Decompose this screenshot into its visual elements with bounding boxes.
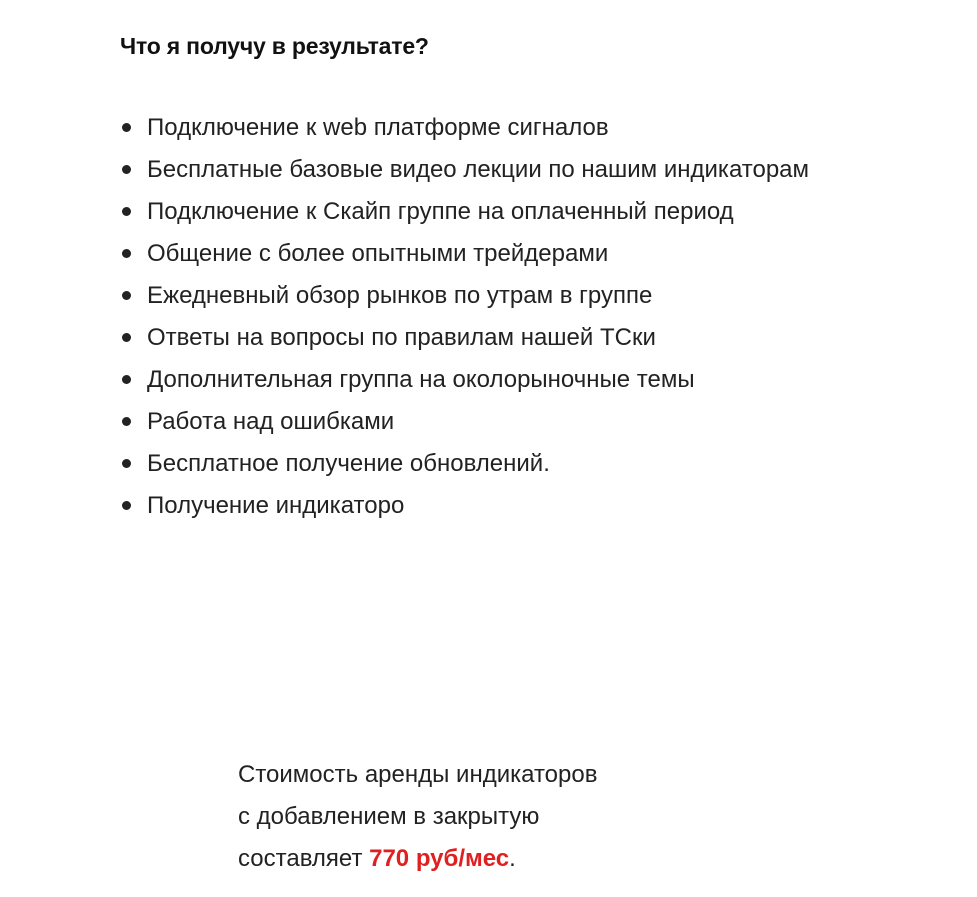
list-item-text: Общение с более опытными трейдерами [147, 240, 609, 267]
list-item [120, 485, 840, 527]
list-item-text: Бесплатное получение обновлений. [147, 450, 550, 477]
list-item-text: Получение индикаторо [147, 492, 405, 519]
bullet-icon [122, 123, 131, 132]
list-item-text: Ответы на вопросы по правилам нашей ТСки [147, 324, 656, 351]
benefits-list [120, 107, 840, 527]
bullet-icon [122, 291, 131, 300]
list-item [120, 359, 840, 401]
list-item [120, 401, 840, 443]
list-item [120, 149, 840, 191]
bullet-icon [122, 501, 131, 510]
price-suffix: . [509, 845, 516, 872]
price-value: 770 руб/мес [369, 845, 510, 872]
price-prefix: составляет [238, 845, 370, 872]
section-heading: Что я получу в результате? [120, 33, 429, 59]
list-item-text: Подключение к Скайп группе на оплаченный период [147, 198, 734, 225]
price-line-3 [238, 838, 597, 880]
bullet-icon [122, 375, 131, 384]
bullet-icon [122, 207, 131, 216]
price-line-1: Стоимость аренды индикаторов [238, 761, 598, 788]
bullet-icon [122, 249, 131, 258]
list-item [120, 275, 840, 317]
list-item-text: Подключение к web платформе сигналов [147, 114, 609, 141]
bullet-icon [122, 165, 131, 174]
list-item-text: Бесплатные базовые видео лекции по нашим индикаторам [147, 156, 810, 183]
list-item [120, 317, 840, 359]
price-line-2: с добавлением в закрытую [238, 803, 540, 830]
list-item-text: Работа над ошибками [147, 408, 395, 435]
list-item [120, 107, 840, 149]
list-item [120, 233, 840, 275]
bullet-icon [122, 417, 131, 426]
list-item [120, 443, 840, 485]
list-item-text: Дополнительная группа на околорыночные темы [147, 366, 695, 393]
bullet-icon [122, 459, 131, 468]
list-item-text: Ежедневный обзор рынков по утрам в группе [147, 282, 653, 309]
list-item [120, 191, 840, 233]
price-block [238, 754, 597, 880]
bullet-icon [122, 333, 131, 342]
